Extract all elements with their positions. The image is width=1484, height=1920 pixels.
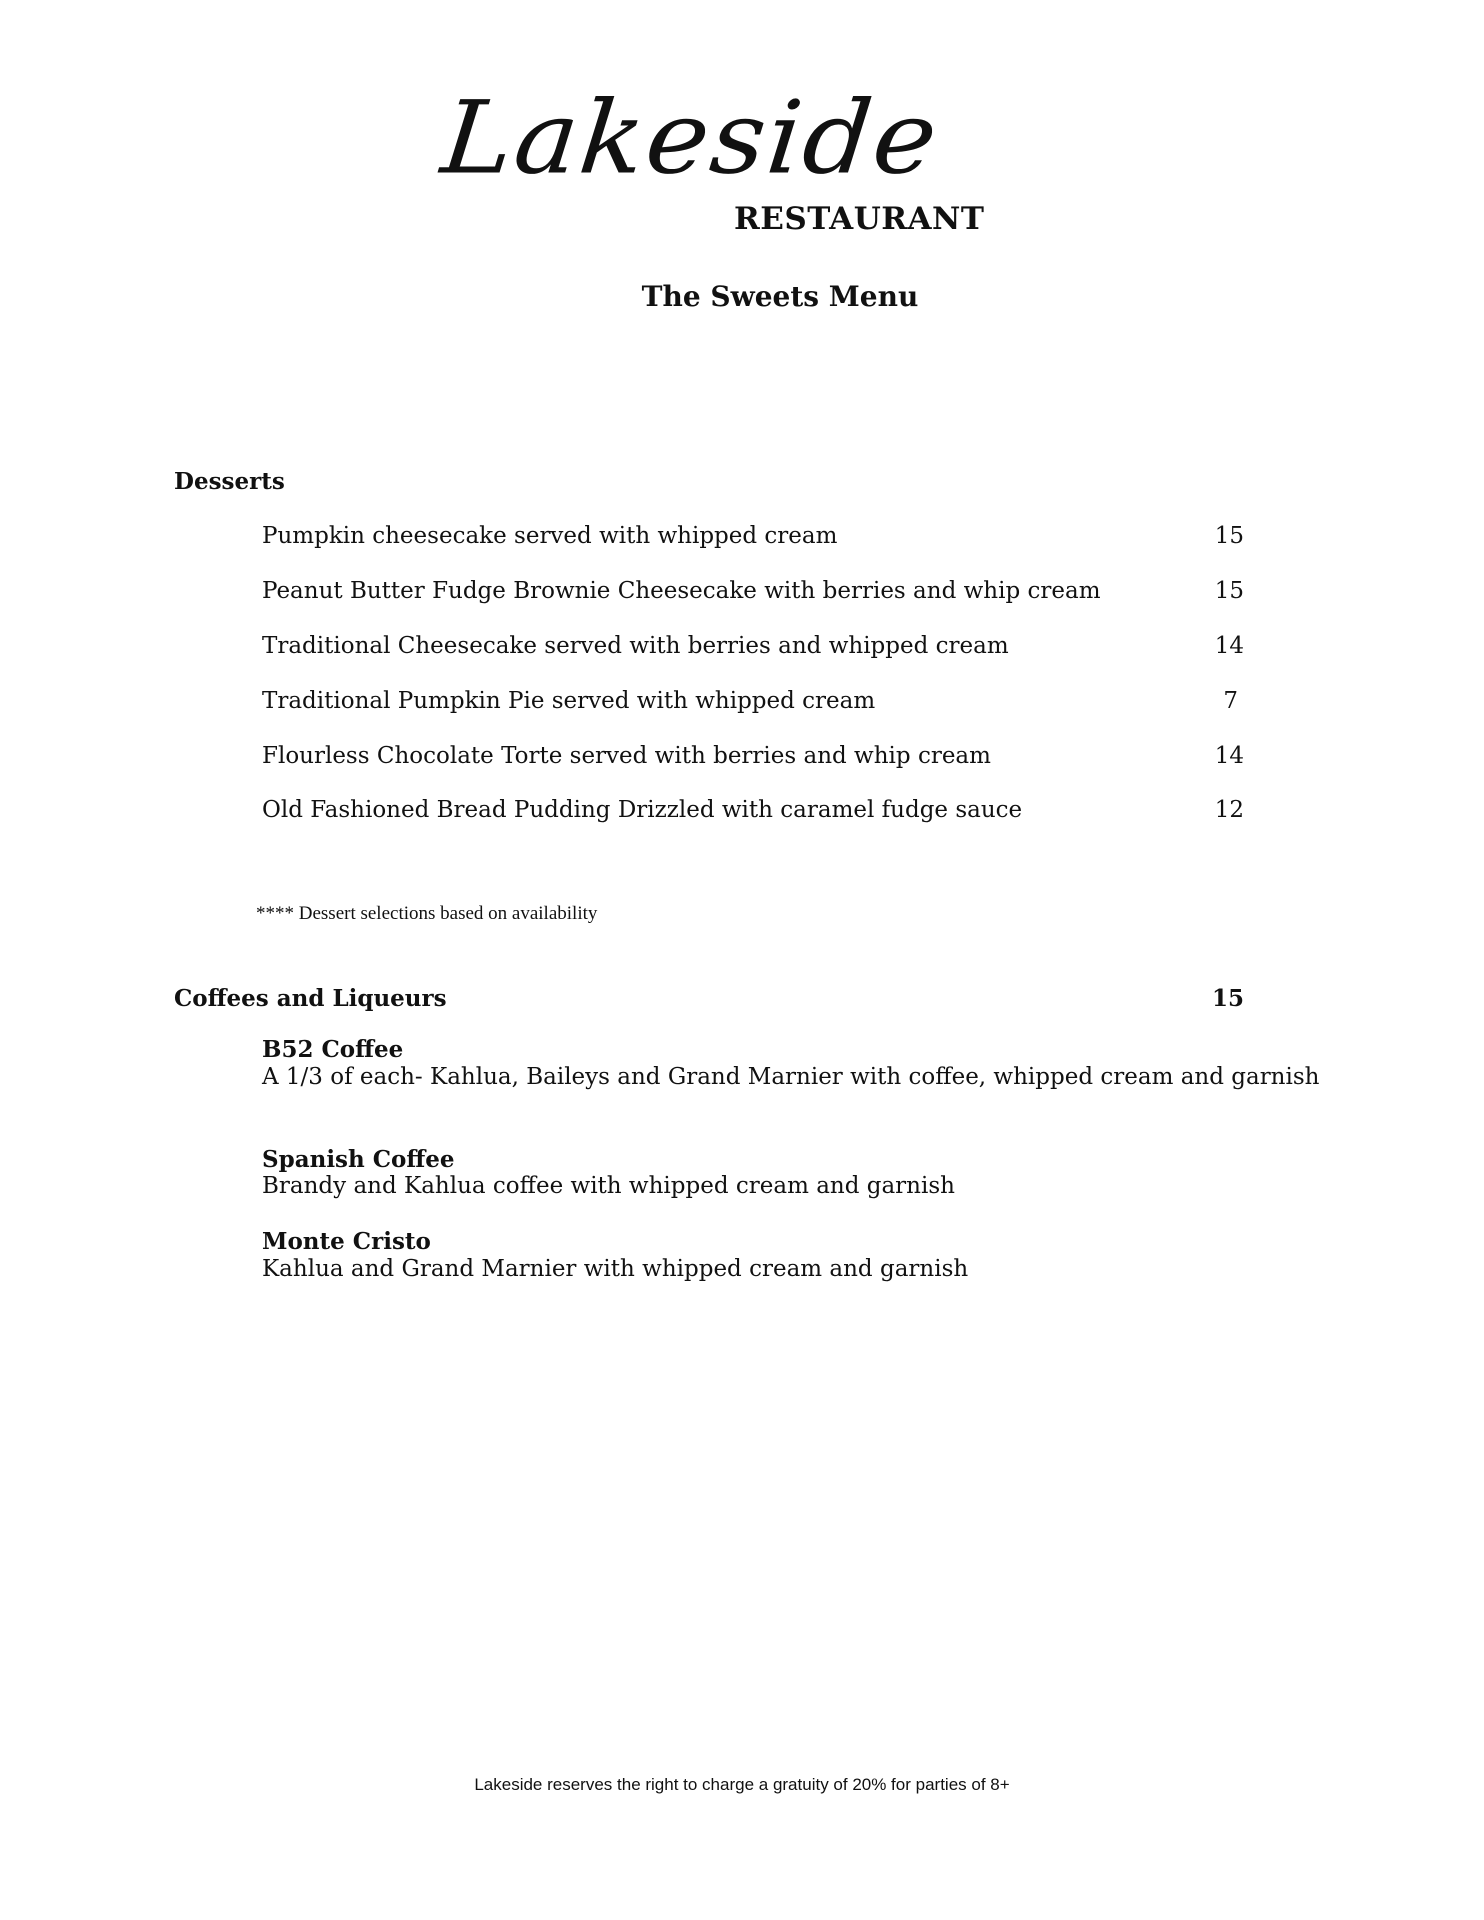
dessert-item-name: Old Fashioned Bread Pudding Drizzled with caramel fudge sauce <box>262 797 1023 823</box>
coffees-heading: Coffees and Liqueurs <box>174 985 447 1012</box>
dessert-item-price: 7 <box>1223 688 1238 714</box>
dessert-item-name: Pumpkin cheesecake served with whipped cream <box>262 523 838 549</box>
logo-subtitle: RESTAURANT <box>734 201 985 237</box>
dessert-item-price: 15 <box>1214 578 1244 604</box>
dessert-item-name: Flourless Chocolate Torte served with berries and whip cream <box>262 743 991 769</box>
coffee-item-name: B52 Coffee <box>262 1036 404 1063</box>
dessert-item-name: Traditional Cheesecake served with berries and whipped cream <box>262 633 1009 659</box>
coffee-item-name: Monte Cristo <box>262 1228 431 1255</box>
restaurant-logo <box>436 79 1028 245</box>
gratuity-footer: Lakeside reserves the right to charge a gratuity of 20% for parties of 8+ <box>474 1775 1010 1794</box>
coffee-item-description: A 1/3 of each- Kahlua, Baileys and Grand Marnier with coffee, whipped cream and garnish <box>262 1064 1320 1090</box>
dessert-item-price: 14 <box>1214 633 1244 659</box>
desserts-heading: Desserts <box>174 468 285 495</box>
dessert-item-name: Peanut Butter Fudge Brownie Cheesecake with berries and whip cream <box>262 578 1101 604</box>
coffee-item-name: Spanish Coffee <box>262 1146 455 1173</box>
dessert-item-price: 15 <box>1214 523 1244 549</box>
dessert-item-name: Traditional Pumpkin Pie served with whipped cream <box>262 688 876 714</box>
dessert-item-price: 14 <box>1214 743 1244 769</box>
coffee-item-description: Brandy and Kahlua coffee with whipped cream and garnish <box>262 1173 955 1199</box>
logo-script-text: Lakeside <box>436 79 945 197</box>
availability-note: **** Dessert selections based on availability <box>256 903 598 924</box>
coffees-price: 15 <box>1211 985 1244 1012</box>
menu-title: The Sweets Menu <box>641 280 919 313</box>
dessert-item-price: 12 <box>1214 797 1244 823</box>
coffee-item-description: Kahlua and Grand Marnier with whipped cream and garnish <box>262 1256 969 1282</box>
